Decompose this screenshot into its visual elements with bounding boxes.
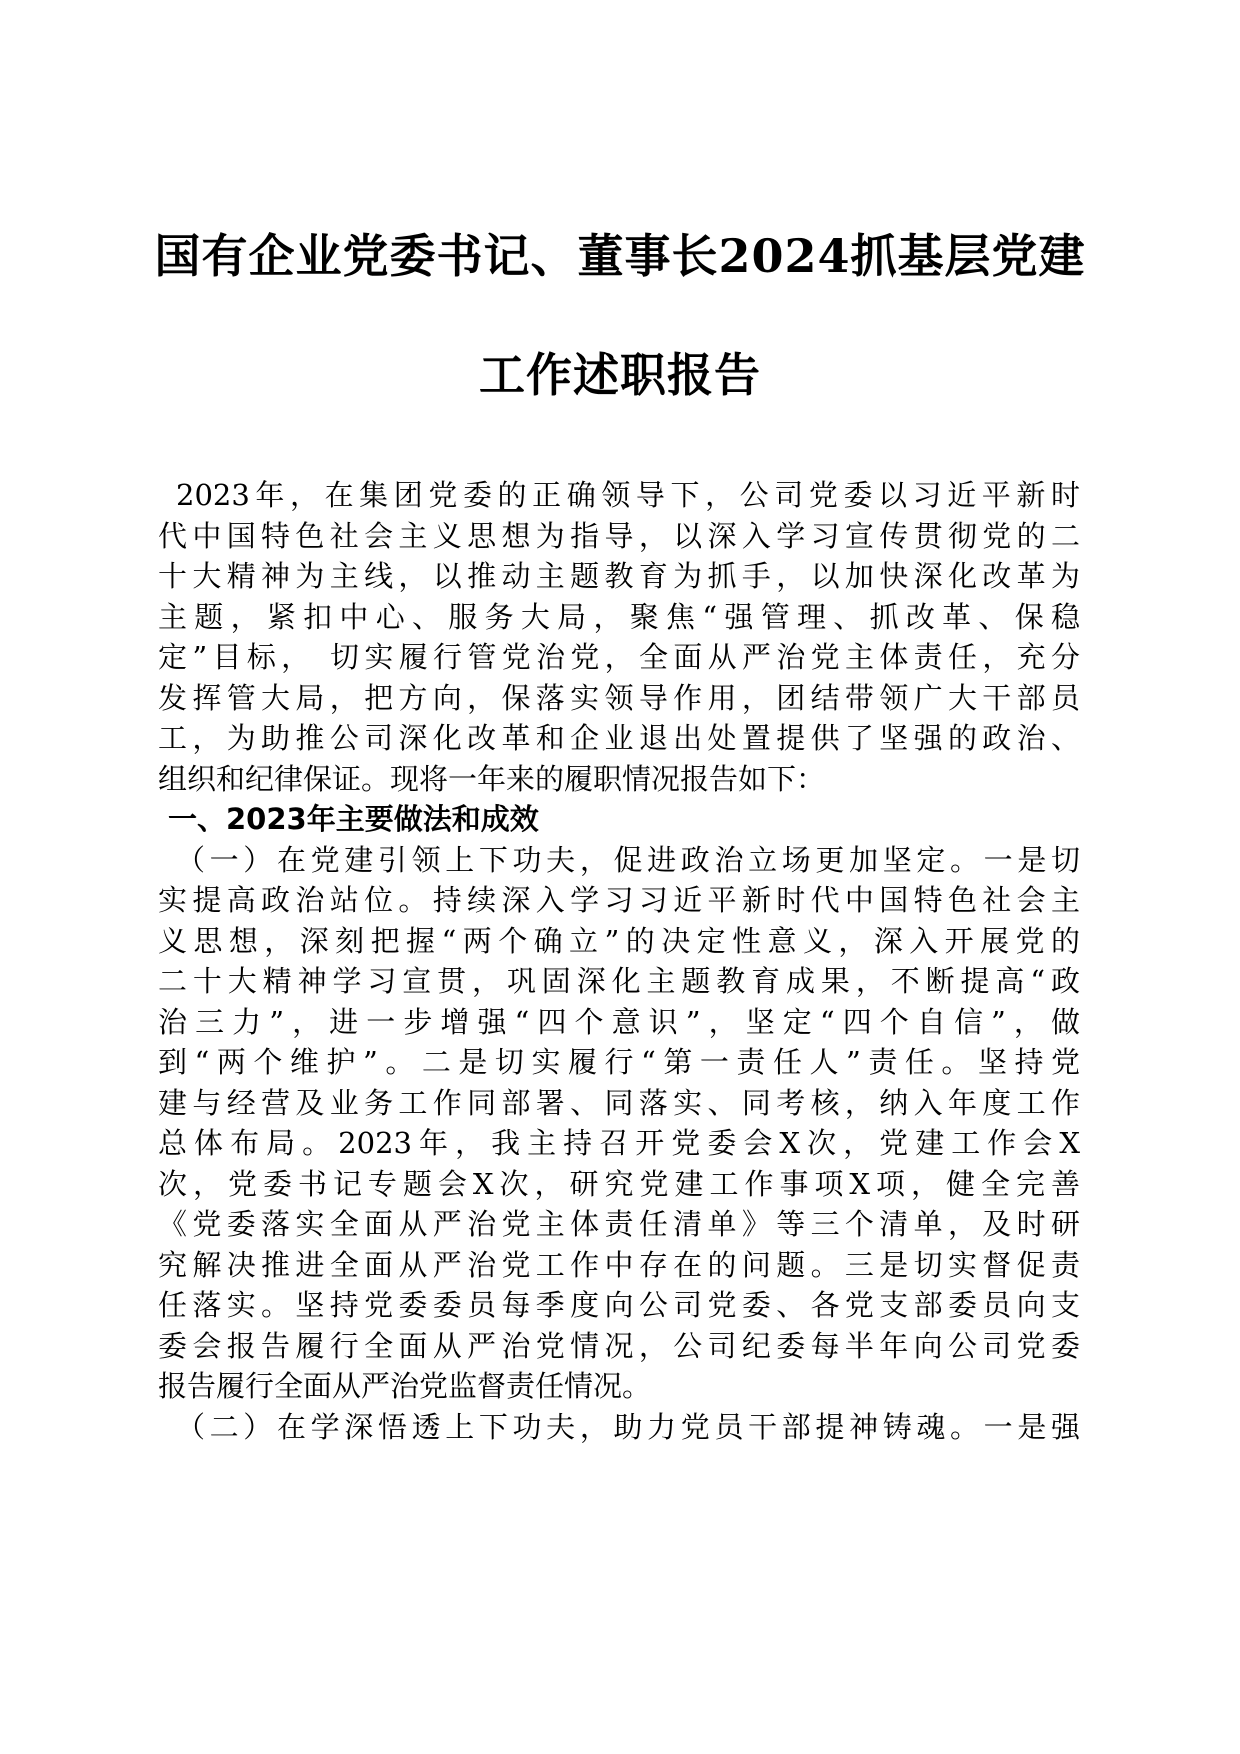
- paragraph-intro: [158, 475, 1080, 799]
- paragraph-line: 次，党委书记专题会X次，研究党建工作事项X项，健全完善: [158, 1166, 1080, 1201]
- document-body: [158, 475, 1080, 1447]
- document-title-line-2: 工作述职报告: [479, 348, 761, 402]
- paragraph-line: 委会报告履行全面从严治党情况，公司纪委每半年向公司党委: [158, 1328, 1080, 1363]
- document-title-line-1: 国有企业党委书记、董事长2024抓基层党建: [154, 229, 1086, 283]
- paragraph-line: 建与经营及业务工作同部署、同落实、同考核，纳入年度工作: [158, 1085, 1080, 1120]
- paragraph-line: 主题，紧扣中心、服务大局，聚焦“强管理、抓改革、保稳: [158, 599, 1080, 634]
- section-heading: 一、2023年主要做法和成效: [168, 802, 539, 836]
- paragraph-line: 究解决推进全面从严治党工作中存在的问题。三是切实督促责: [158, 1247, 1080, 1282]
- paragraph-line: 组织和纪律保证。现将一年来的履职情况报告如下：: [158, 761, 826, 796]
- paragraph-line: 报告履行全面从严治党监督责任情况。: [158, 1369, 652, 1403]
- paragraph-line: 十大精神为主线，以推动主题教育为抓手，以加快深化改革为: [158, 559, 1080, 593]
- paragraph-line: 发挥管大局，把方向，保落实领导作用，团结带领广大干部员: [158, 680, 1080, 715]
- paragraph-line: 总体布局。2023年，我主持召开党委会X次，党建工作会X: [158, 1126, 1080, 1160]
- paragraph-section-1: [158, 840, 1080, 1407]
- paragraph-line: 代中国特色社会主义思想为指导，以深入学习宣传贯彻党的二: [158, 518, 1080, 553]
- paragraph-line: 定”目标， 切实履行管党治党，全面从严治党主体责任，充分: [158, 640, 1080, 674]
- paragraph-line: 义思想，深刻把握“两个确立”的决定性意义，深入开展党的: [158, 923, 1080, 958]
- paragraph-line: 《党委落实全面从严治党主体责任清单》等三个清单，及时研: [158, 1207, 1080, 1241]
- paragraph-line: 实提高政治站位。持续深入学习习近平新时代中国特色社会主: [158, 883, 1080, 917]
- paragraph-section-2: [158, 1407, 1080, 1448]
- paragraph-line: 2023年，在集团党委的正确领导下，公司党委以习近平新时: [176, 478, 1080, 512]
- paragraph-line: 到“两个维护”。二是切实履行“第一责任人”责任。坚持党: [158, 1045, 1080, 1079]
- paragraph-line: 工，为助推公司深化改革和企业退出处置提供了坚强的政治、: [158, 721, 1080, 755]
- paragraph-line: （一）在党建引领上下功夫，促进政治立场更加坚定。一是切: [176, 842, 1080, 877]
- paragraph-line: 任落实。坚持党委委员每季度向公司党委、各党支部委员向支: [158, 1288, 1080, 1322]
- paragraph-line: （二）在学深悟透上下功夫，助力党员干部提神铸魂。一是强: [176, 1409, 1080, 1444]
- paragraph-line: 治三力”，进一步增强“四个意识”，坚定“四个自信”，做: [158, 1004, 1080, 1039]
- paragraph-line: 二十大精神学习宣贯，巩固深化主题教育成果，不断提高“政: [158, 964, 1080, 998]
